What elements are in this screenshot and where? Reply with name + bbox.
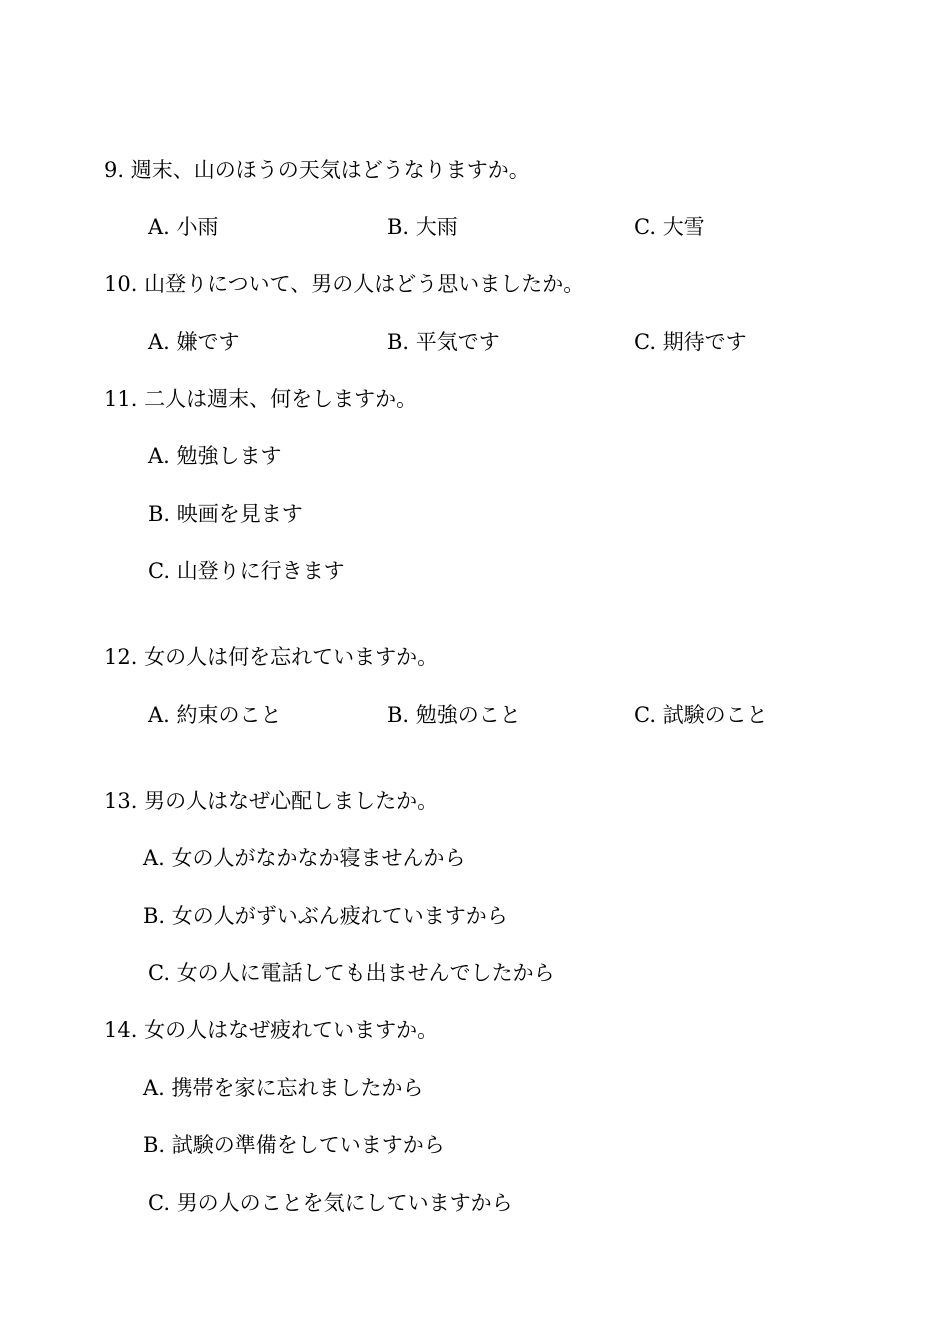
option-letter: B. <box>143 1133 166 1157</box>
question-13 <box>104 788 438 814</box>
question-text: 男の人はなぜ心配しましたか。 <box>144 789 439 813</box>
question-12-option-c <box>634 702 768 728</box>
question-11-option-c <box>148 558 345 584</box>
question-9-option-a <box>148 214 219 240</box>
question-text: 二人は週末、何をしますか。 <box>144 387 418 411</box>
question-12-option-b <box>387 702 521 728</box>
question-text: 女の人は何を忘れていますか。 <box>144 645 439 669</box>
question-text: 週末、山のほうの天気はどうなりますか。 <box>130 158 530 182</box>
option-text: 大雨 <box>415 215 458 239</box>
question-13-option-a <box>143 845 466 871</box>
option-text: 平気です <box>415 330 500 354</box>
option-letter: B. <box>387 215 410 239</box>
question-10 <box>104 271 584 297</box>
option-text: 嫌です <box>176 330 240 354</box>
question-12 <box>104 644 438 670</box>
option-letter: C. <box>148 559 170 583</box>
option-text: 試験の準備をしていますから <box>171 1133 445 1157</box>
question-10-option-b <box>387 329 500 355</box>
option-text: 試験のこと <box>662 703 768 727</box>
question-9 <box>104 157 530 183</box>
question-number: 10. <box>104 272 138 296</box>
option-text: 小雨 <box>176 215 219 239</box>
question-9-option-c <box>634 214 705 240</box>
option-letter: B. <box>143 904 166 928</box>
option-text: 男の人のことを気にしていますから <box>176 1191 513 1215</box>
question-10-option-c <box>634 329 747 355</box>
option-letter: A. <box>143 846 165 870</box>
option-letter: A. <box>148 444 170 468</box>
option-text: 勉強のこと <box>415 703 521 727</box>
option-letter: B. <box>148 502 171 526</box>
option-text: 山登りに行きます <box>176 559 345 583</box>
option-text: 女の人がずいぶん疲れていますから <box>171 904 508 928</box>
question-13-option-c <box>148 960 555 986</box>
option-letter: C. <box>148 1191 170 1215</box>
question-11-option-b <box>148 501 303 527</box>
question-11-option-a <box>148 443 282 469</box>
option-text: 携帯を家に忘れましたから <box>171 1076 424 1100</box>
option-letter: B. <box>387 330 410 354</box>
question-12-option-a <box>148 702 282 728</box>
option-text: 女の人がなかなか寝ませんから <box>171 846 466 870</box>
option-letter: C. <box>634 215 656 239</box>
question-number: 11. <box>104 387 138 411</box>
question-number: 9. <box>104 158 125 182</box>
question-10-option-a <box>148 329 240 355</box>
question-14 <box>104 1017 438 1043</box>
question-9-option-b <box>387 214 458 240</box>
question-14-option-c <box>148 1190 513 1216</box>
option-letter: C. <box>634 330 656 354</box>
option-text: 約束のこと <box>176 703 282 727</box>
question-11 <box>104 386 417 412</box>
option-text: 期待です <box>662 330 747 354</box>
option-letter: A. <box>148 703 170 727</box>
option-letter: B. <box>387 703 410 727</box>
question-number: 13. <box>104 789 138 813</box>
option-letter: A. <box>143 1076 165 1100</box>
question-14-option-b <box>143 1132 445 1158</box>
option-text: 大雪 <box>662 215 705 239</box>
option-letter: A. <box>148 215 170 239</box>
option-letter: C. <box>634 703 656 727</box>
option-text: 女の人に電話しても出ませんでしたから <box>176 961 555 985</box>
option-letter: C. <box>148 961 170 985</box>
question-13-option-b <box>143 903 508 929</box>
question-number: 14. <box>104 1018 138 1042</box>
question-text: 山登りについて、男の人はどう思いましたか。 <box>144 272 585 296</box>
option-letter: A. <box>148 330 170 354</box>
question-number: 12. <box>104 645 138 669</box>
option-text: 勉強します <box>176 444 282 468</box>
question-text: 女の人はなぜ疲れていますか。 <box>144 1018 439 1042</box>
option-text: 映画を見ます <box>176 502 303 526</box>
question-14-option-a <box>143 1075 424 1101</box>
